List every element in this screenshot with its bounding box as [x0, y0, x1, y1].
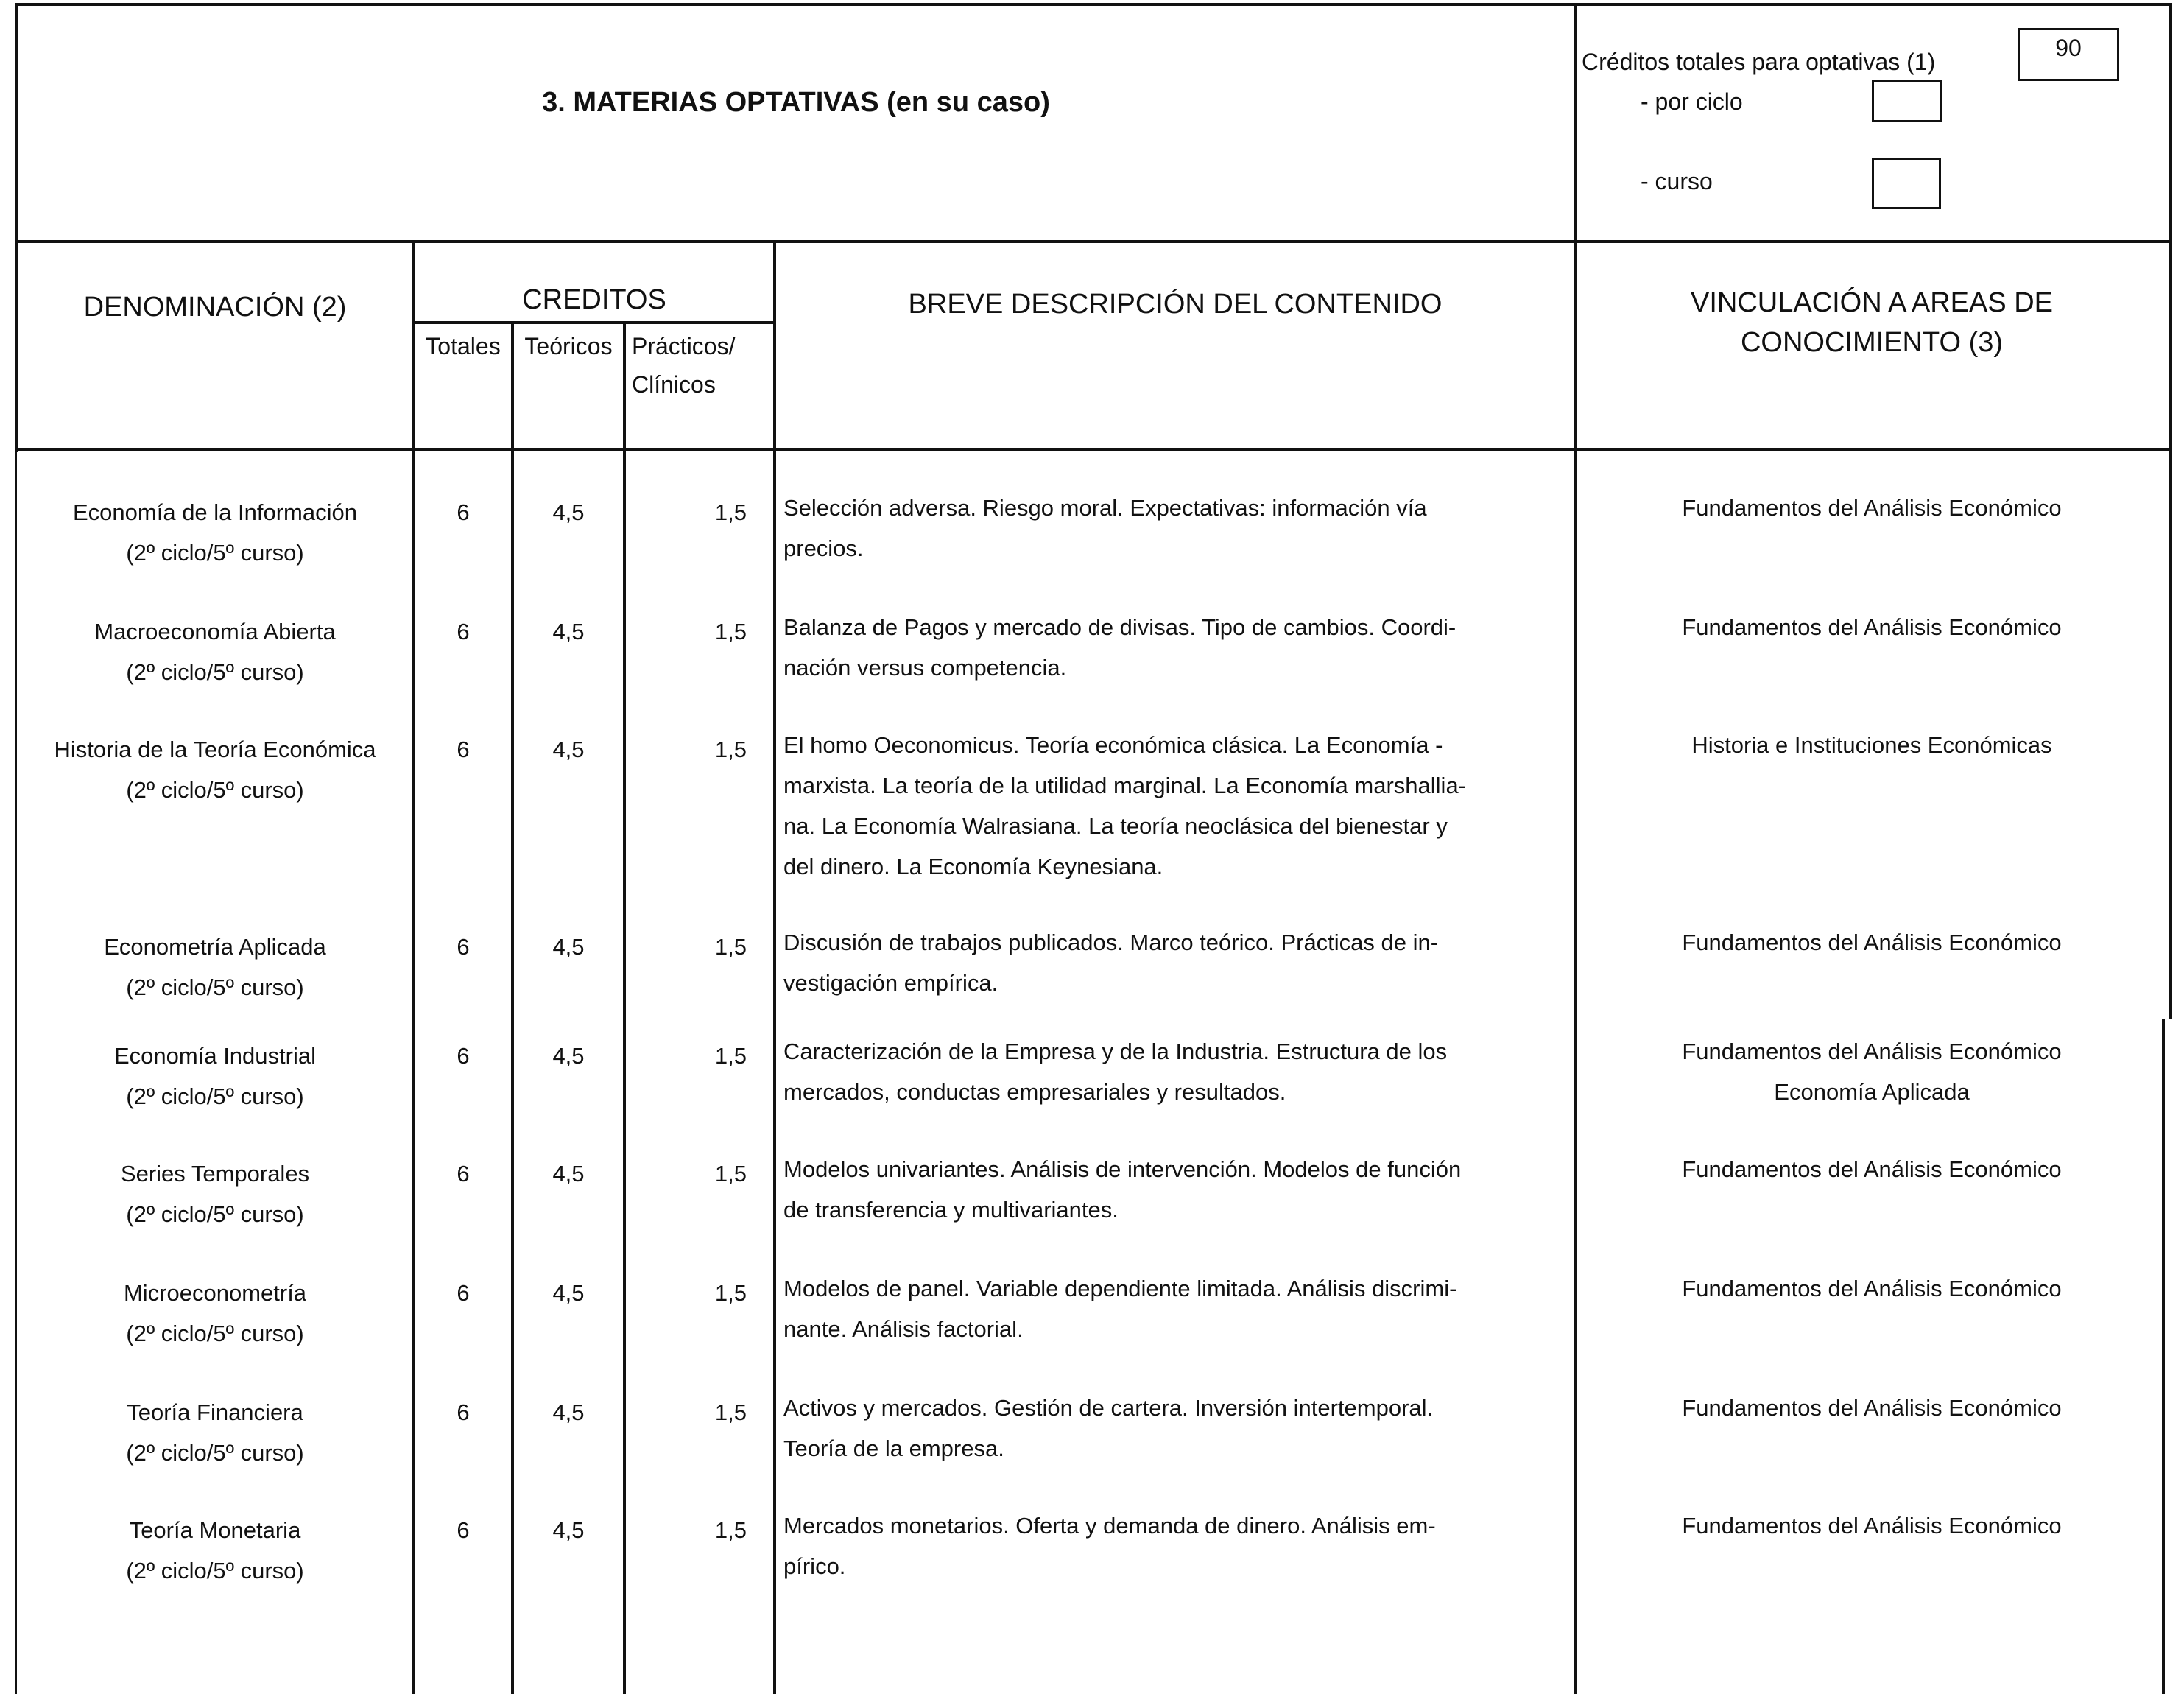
row-teoricos: 4,5 — [552, 1399, 585, 1425]
row-description-line: Selección adversa. Riesgo moral. Expectativas: información vía — [783, 495, 1427, 521]
row-area: Fundamentos del Análisis Económico — [1682, 614, 2062, 640]
row-name: Teoría Monetaria — [129, 1517, 301, 1543]
section-title: 3. MATERIAS OPTATIVAS (en su caso) — [542, 87, 1050, 118]
creditos-sub-border — [412, 321, 776, 324]
row-cycle: (2º ciclo/5º curso) — [126, 1321, 304, 1346]
col-teoricos: Teóricos — [524, 333, 613, 359]
row-totales: 6 — [457, 619, 470, 644]
row-cycle: (2º ciclo/5º curso) — [126, 974, 304, 1000]
row-description-line: Modelos de panel. Variable dependiente limitada. Análisis discrimi- — [783, 1276, 1457, 1301]
row-area: Fundamentos del Análisis Económico — [1682, 1156, 2062, 1182]
row-area: Fundamentos del Análisis Económico — [1682, 1276, 2062, 1301]
row-cycle: (2º ciclo/5º curso) — [126, 1558, 304, 1584]
row-cycle: (2º ciclo/5º curso) — [126, 777, 304, 803]
col-vinculacion-1: VINCULACIÓN A AREAS DE — [1690, 287, 2054, 318]
row-name: Econometría Aplicada — [104, 934, 326, 960]
row-totales: 6 — [457, 1517, 470, 1543]
row-description-line: Activos y mercados. Gestión de cartera. Inversión intertemporal. — [783, 1395, 1434, 1421]
credits-total-box — [2018, 28, 2119, 81]
header-divider — [1574, 3, 1577, 243]
col-line-5 — [1574, 243, 1577, 1694]
row-description-line: de transferencia y multivariantes. — [783, 1197, 1119, 1223]
row-description-line: marxista. La teoría de la utilidad marginal. La Economía marshallia- — [783, 773, 1467, 798]
row-area: Fundamentos del Análisis Económico — [1682, 1395, 2062, 1421]
row-description-line: na. La Economía Walrasiana. La teoría neoclásica del bienestar y — [783, 813, 1448, 839]
colhdr-bottom-border — [15, 448, 2172, 451]
col-line-1 — [412, 243, 415, 1694]
col-vinculacion-2: CONOCIMIENTO (3) — [1740, 327, 2004, 358]
col-practicos-2: Clínicos — [632, 371, 716, 398]
row-totales: 6 — [457, 499, 470, 525]
row-totales: 6 — [457, 1399, 470, 1425]
row-cycle: (2º ciclo/5º curso) — [126, 1440, 304, 1466]
row-area: Historia e Instituciones Económicas — [1691, 732, 2052, 758]
row-totales: 6 — [457, 934, 470, 960]
row-area: Fundamentos del Análisis Económico — [1682, 929, 2062, 955]
row-description-line: Mercados monetarios. Oferta y demanda de dinero. Análisis em- — [783, 1513, 1436, 1539]
row-description-line: Discusión de trabajos publicados. Marco teórico. Prácticas de in- — [783, 929, 1439, 955]
per-course-label: - curso — [1641, 168, 1713, 194]
col-totales: Totales — [426, 333, 501, 359]
row-teoricos: 4,5 — [552, 1043, 585, 1069]
row-area: Economía Aplicada — [1774, 1079, 1970, 1105]
row-name: Teoría Financiera — [127, 1399, 303, 1425]
per-course-box — [1872, 158, 1941, 209]
header-bottom-border — [15, 240, 2172, 243]
row-totales: 6 — [457, 737, 470, 762]
row-practicos: 1,5 — [714, 619, 747, 644]
right-border — [2169, 3, 2172, 1019]
row-description-line: Balanza de Pagos y mercado de divisas. Tipo de cambios. Coordi- — [783, 614, 1456, 640]
row-teoricos: 4,5 — [552, 737, 585, 762]
row-description-line: Modelos univariantes. Análisis de intervención. Modelos de función — [783, 1156, 1462, 1182]
row-cycle: (2º ciclo/5º curso) — [126, 540, 304, 566]
left-border-colhdr — [15, 240, 18, 452]
row-name: Historia de la Teoría Económica — [54, 737, 376, 762]
row-area: Fundamentos del Análisis Económico — [1682, 1038, 2062, 1064]
col-practicos-1: Prácticos/ — [632, 333, 736, 359]
row-practicos: 1,5 — [714, 499, 747, 525]
row-description-line: Caracterización de la Empresa y de la Industria. Estructura de los — [783, 1038, 1448, 1064]
row-name: Economía Industrial — [114, 1043, 316, 1069]
row-cycle: (2º ciclo/5º curso) — [126, 659, 304, 685]
row-practicos: 1,5 — [714, 934, 747, 960]
col-denominacion: DENOMINACIÓN (2) — [83, 292, 347, 323]
row-description-line: nante. Análisis factorial. — [783, 1316, 1024, 1342]
per-cycle-box — [1872, 80, 1942, 122]
row-practicos: 1,5 — [714, 1517, 747, 1543]
row-practicos: 1,5 — [714, 1161, 747, 1187]
row-area: Fundamentos del Análisis Económico — [1682, 1513, 2062, 1539]
row-description-line: vestigación empírica. — [783, 970, 998, 996]
row-description-line: mercados, conductas empresariales y resultados. — [783, 1079, 1286, 1105]
col-creditos: CREDITOS — [522, 284, 666, 315]
row-totales: 6 — [457, 1280, 470, 1306]
row-area: Fundamentos del Análisis Económico — [1682, 495, 2062, 521]
row-practicos: 1,5 — [714, 1280, 747, 1306]
row-name: Economía de la Información — [73, 499, 357, 525]
row-name: Macroeconomía Abierta — [94, 619, 336, 644]
row-totales: 6 — [457, 1043, 470, 1069]
row-teoricos: 4,5 — [552, 619, 585, 644]
row-description-line: pírico. — [783, 1553, 846, 1579]
col-line-4 — [773, 243, 776, 1694]
row-totales: 6 — [457, 1161, 470, 1187]
row-cycle: (2º ciclo/5º curso) — [126, 1201, 304, 1227]
row-teoricos: 4,5 — [552, 934, 585, 960]
row-teoricos: 4,5 — [552, 499, 585, 525]
col-descripcion: BREVE DESCRIPCIÓN DEL CONTENIDO — [908, 289, 1443, 320]
row-description-line: del dinero. La Economía Keynesiana. — [783, 854, 1163, 879]
credits-total-label: Créditos totales para optativas (1) — [1582, 49, 1936, 75]
row-practicos: 1,5 — [714, 1399, 747, 1425]
row-teoricos: 4,5 — [552, 1280, 585, 1306]
row-description-line: precios. — [783, 535, 864, 561]
row-name: Series Temporales — [120, 1161, 310, 1187]
row-name: Microeconometría — [123, 1280, 307, 1306]
row-description-line: nación versus competencia. — [783, 655, 1067, 681]
row-practicos: 1,5 — [714, 1043, 747, 1069]
right-border-lower — [2162, 1019, 2165, 1694]
row-description-line: Teoría de la empresa. — [783, 1435, 1004, 1461]
row-practicos: 1,5 — [714, 737, 747, 762]
row-teoricos: 4,5 — [552, 1517, 585, 1543]
row-description-line: El homo Oeconomicus. Teoría económica clásica. La Economía - — [783, 732, 1443, 758]
top-border — [15, 3, 2172, 6]
row-cycle: (2º ciclo/5º curso) — [126, 1083, 304, 1109]
left-border-top — [15, 3, 18, 243]
row-teoricos: 4,5 — [552, 1161, 585, 1187]
left-border-body — [15, 448, 17, 1694]
credits-total-value: 90 — [2055, 35, 2082, 61]
per-cycle-label: - por ciclo — [1641, 88, 1743, 115]
